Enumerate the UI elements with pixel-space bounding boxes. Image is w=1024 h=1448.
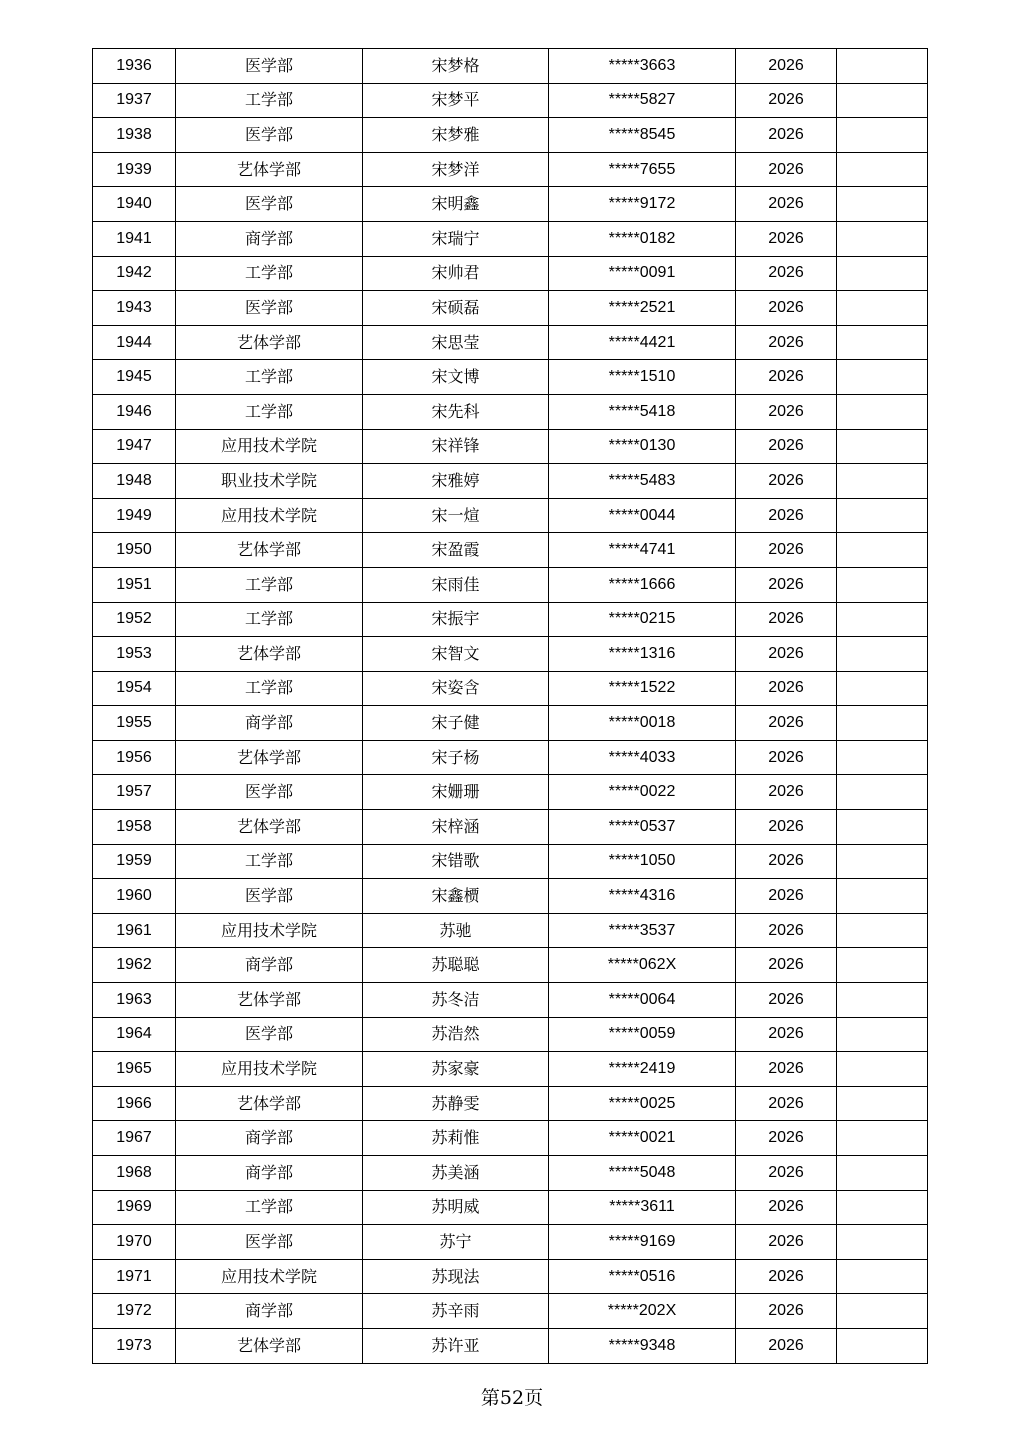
student-name-cell: 苏浩然 <box>363 1017 549 1052</box>
row-number: 1945 <box>93 360 176 395</box>
year-cell: 2026 <box>736 1052 837 1087</box>
year-cell: 2026 <box>736 1017 837 1052</box>
student-name-cell: 苏家豪 <box>363 1052 549 1087</box>
masked-id-cell: *****062X <box>549 948 736 983</box>
masked-id-cell: *****0025 <box>549 1086 736 1121</box>
student-name-cell: 宋瑞宁 <box>363 221 549 256</box>
year-cell: 2026 <box>736 1328 837 1363</box>
masked-id-cell: *****1510 <box>549 360 736 395</box>
department-cell: 工学部 <box>176 1190 363 1225</box>
masked-id-cell: *****202X <box>549 1294 736 1329</box>
row-number: 1972 <box>93 1294 176 1329</box>
student-name-cell: 苏现法 <box>363 1259 549 1294</box>
table-row <box>93 637 928 672</box>
masked-id-cell: *****0044 <box>549 498 736 533</box>
masked-id-cell: *****3611 <box>549 1190 736 1225</box>
year-cell: 2026 <box>736 360 837 395</box>
year-cell: 2026 <box>736 879 837 914</box>
department-cell: 应用技术学院 <box>176 913 363 948</box>
row-number: 1943 <box>93 291 176 326</box>
masked-id-cell: *****0516 <box>549 1259 736 1294</box>
row-number: 1973 <box>93 1328 176 1363</box>
table-row <box>93 810 928 845</box>
table-row <box>93 1190 928 1225</box>
remark-cell <box>837 83 928 118</box>
student-name-cell: 宋智文 <box>363 637 549 672</box>
remark-cell <box>837 49 928 84</box>
table-row <box>93 913 928 948</box>
remark-cell <box>837 533 928 568</box>
department-cell: 艺体学部 <box>176 1328 363 1363</box>
department-cell: 应用技术学院 <box>176 1259 363 1294</box>
year-cell: 2026 <box>736 844 837 879</box>
remark-cell <box>837 879 928 914</box>
department-cell: 医学部 <box>176 1017 363 1052</box>
department-cell: 医学部 <box>176 775 363 810</box>
row-number: 1956 <box>93 740 176 775</box>
remark-cell <box>837 1294 928 1329</box>
table-row <box>93 429 928 464</box>
student-name-cell: 宋梦洋 <box>363 152 549 187</box>
year-cell: 2026 <box>736 948 837 983</box>
department-cell: 艺体学部 <box>176 637 363 672</box>
row-number: 1971 <box>93 1259 176 1294</box>
year-cell: 2026 <box>736 187 837 222</box>
row-number: 1938 <box>93 118 176 153</box>
student-name-cell: 宋姗珊 <box>363 775 549 810</box>
remark-cell <box>837 256 928 291</box>
table-row <box>93 879 928 914</box>
table-row <box>93 49 928 84</box>
masked-id-cell: *****5048 <box>549 1156 736 1191</box>
table-row <box>93 567 928 602</box>
year-cell: 2026 <box>736 221 837 256</box>
year-cell: 2026 <box>736 118 837 153</box>
remark-cell <box>837 118 928 153</box>
department-cell: 艺体学部 <box>176 152 363 187</box>
masked-id-cell: *****4421 <box>549 325 736 360</box>
student-name-cell: 宋先科 <box>363 394 549 429</box>
department-cell: 工学部 <box>176 844 363 879</box>
student-name-cell: 宋子健 <box>363 706 549 741</box>
department-cell: 艺体学部 <box>176 983 363 1018</box>
table-row <box>93 1052 928 1087</box>
remark-cell <box>837 221 928 256</box>
department-cell: 医学部 <box>176 1225 363 1260</box>
row-number: 1949 <box>93 498 176 533</box>
department-cell: 艺体学部 <box>176 740 363 775</box>
remark-cell <box>837 1086 928 1121</box>
student-name-cell: 宋帅君 <box>363 256 549 291</box>
table-row <box>93 83 928 118</box>
student-name-cell: 宋硕磊 <box>363 291 549 326</box>
remark-cell <box>837 1225 928 1260</box>
remark-cell <box>837 983 928 1018</box>
remark-cell <box>837 810 928 845</box>
year-cell: 2026 <box>736 810 837 845</box>
row-number: 1942 <box>93 256 176 291</box>
remark-cell <box>837 187 928 222</box>
student-name-cell: 宋梓涵 <box>363 810 549 845</box>
remark-cell <box>837 325 928 360</box>
masked-id-cell: *****5827 <box>549 83 736 118</box>
masked-id-cell: *****0021 <box>549 1121 736 1156</box>
masked-id-cell: *****0215 <box>549 602 736 637</box>
masked-id-cell: *****4033 <box>549 740 736 775</box>
year-cell: 2026 <box>736 533 837 568</box>
masked-id-cell: *****0182 <box>549 221 736 256</box>
remark-cell <box>837 394 928 429</box>
table-row <box>93 291 928 326</box>
remark-cell <box>837 775 928 810</box>
row-number: 1950 <box>93 533 176 568</box>
table-row <box>93 187 928 222</box>
department-cell: 工学部 <box>176 256 363 291</box>
department-cell: 应用技术学院 <box>176 1052 363 1087</box>
masked-id-cell: *****9169 <box>549 1225 736 1260</box>
table-row <box>93 1156 928 1191</box>
masked-id-cell: *****7655 <box>549 152 736 187</box>
department-cell: 艺体学部 <box>176 810 363 845</box>
table-row <box>93 325 928 360</box>
masked-id-cell: *****0064 <box>549 983 736 1018</box>
remark-cell <box>837 706 928 741</box>
roster-body <box>93 49 928 1364</box>
department-cell: 应用技术学院 <box>176 429 363 464</box>
department-cell: 商学部 <box>176 1156 363 1191</box>
remark-cell <box>837 602 928 637</box>
department-cell: 商学部 <box>176 706 363 741</box>
masked-id-cell: *****0537 <box>549 810 736 845</box>
table-row <box>93 1328 928 1363</box>
row-number: 1966 <box>93 1086 176 1121</box>
masked-id-cell: *****1666 <box>549 567 736 602</box>
student-name-cell: 宋梦雅 <box>363 118 549 153</box>
department-cell: 医学部 <box>176 879 363 914</box>
department-cell: 工学部 <box>176 567 363 602</box>
row-number: 1957 <box>93 775 176 810</box>
table-row <box>93 256 928 291</box>
student-name-cell: 宋一煊 <box>363 498 549 533</box>
table-row <box>93 1017 928 1052</box>
remark-cell <box>837 637 928 672</box>
masked-id-cell: *****2419 <box>549 1052 736 1087</box>
remark-cell <box>837 464 928 499</box>
department-cell: 医学部 <box>176 187 363 222</box>
row-number: 1944 <box>93 325 176 360</box>
year-cell: 2026 <box>736 1294 837 1329</box>
table-row <box>93 948 928 983</box>
year-cell: 2026 <box>736 775 837 810</box>
masked-id-cell: *****9172 <box>549 187 736 222</box>
row-number: 1947 <box>93 429 176 464</box>
department-cell: 商学部 <box>176 948 363 983</box>
department-cell: 工学部 <box>176 602 363 637</box>
year-cell: 2026 <box>736 1121 837 1156</box>
row-number: 1940 <box>93 187 176 222</box>
remark-cell <box>837 740 928 775</box>
table-row <box>93 1121 928 1156</box>
masked-id-cell: *****0022 <box>549 775 736 810</box>
remark-cell <box>837 429 928 464</box>
year-cell: 2026 <box>736 1259 837 1294</box>
remark-cell <box>837 152 928 187</box>
table-row <box>93 394 928 429</box>
student-name-cell: 宋文博 <box>363 360 549 395</box>
department-cell: 医学部 <box>176 291 363 326</box>
table-row <box>93 1225 928 1260</box>
department-cell: 医学部 <box>176 118 363 153</box>
remark-cell <box>837 1121 928 1156</box>
row-number: 1962 <box>93 948 176 983</box>
masked-id-cell: *****0059 <box>549 1017 736 1052</box>
student-name-cell: 宋思莹 <box>363 325 549 360</box>
department-cell: 艺体学部 <box>176 325 363 360</box>
department-cell: 工学部 <box>176 394 363 429</box>
row-number: 1961 <box>93 913 176 948</box>
row-number: 1939 <box>93 152 176 187</box>
year-cell: 2026 <box>736 671 837 706</box>
remark-cell <box>837 1156 928 1191</box>
student-name-cell: 宋子杨 <box>363 740 549 775</box>
department-cell: 艺体学部 <box>176 1086 363 1121</box>
table-row <box>93 844 928 879</box>
department-cell: 商学部 <box>176 1121 363 1156</box>
year-cell: 2026 <box>736 325 837 360</box>
row-number: 1967 <box>93 1121 176 1156</box>
row-number: 1937 <box>93 83 176 118</box>
year-cell: 2026 <box>736 1225 837 1260</box>
student-name-cell: 宋姿含 <box>363 671 549 706</box>
masked-id-cell: *****9348 <box>549 1328 736 1363</box>
masked-id-cell: *****5418 <box>549 394 736 429</box>
student-name-cell: 苏辛雨 <box>363 1294 549 1329</box>
row-number: 1969 <box>93 1190 176 1225</box>
row-number: 1936 <box>93 49 176 84</box>
student-name-cell: 苏宁 <box>363 1225 549 1260</box>
year-cell: 2026 <box>736 1190 837 1225</box>
remark-cell <box>837 1259 928 1294</box>
masked-id-cell: *****0018 <box>549 706 736 741</box>
remark-cell <box>837 948 928 983</box>
row-number: 1963 <box>93 983 176 1018</box>
student-name-cell: 苏静雯 <box>363 1086 549 1121</box>
masked-id-cell: *****1050 <box>549 844 736 879</box>
row-number: 1948 <box>93 464 176 499</box>
masked-id-cell: *****5483 <box>549 464 736 499</box>
masked-id-cell: *****2521 <box>549 291 736 326</box>
year-cell: 2026 <box>736 291 837 326</box>
table-row <box>93 221 928 256</box>
department-cell: 商学部 <box>176 1294 363 1329</box>
student-name-cell: 宋盈霞 <box>363 533 549 568</box>
department-cell: 医学部 <box>176 49 363 84</box>
year-cell: 2026 <box>736 1086 837 1121</box>
department-cell: 应用技术学院 <box>176 498 363 533</box>
row-number: 1959 <box>93 844 176 879</box>
year-cell: 2026 <box>736 498 837 533</box>
student-name-cell: 宋梦格 <box>363 49 549 84</box>
student-name-cell: 宋祥锋 <box>363 429 549 464</box>
row-number: 1953 <box>93 637 176 672</box>
row-number: 1952 <box>93 602 176 637</box>
table-row <box>93 118 928 153</box>
year-cell: 2026 <box>736 49 837 84</box>
student-name-cell: 宋梦平 <box>363 83 549 118</box>
student-name-cell: 苏美涵 <box>363 1156 549 1191</box>
year-cell: 2026 <box>736 567 837 602</box>
row-number: 1951 <box>93 567 176 602</box>
row-number: 1958 <box>93 810 176 845</box>
remark-cell <box>837 1017 928 1052</box>
table-row <box>93 360 928 395</box>
student-name-cell: 苏驰 <box>363 913 549 948</box>
row-number: 1954 <box>93 671 176 706</box>
student-name-cell: 苏冬洁 <box>363 983 549 1018</box>
student-name-cell: 苏许亚 <box>363 1328 549 1363</box>
year-cell: 2026 <box>736 740 837 775</box>
year-cell: 2026 <box>736 913 837 948</box>
department-cell: 艺体学部 <box>176 533 363 568</box>
row-number: 1960 <box>93 879 176 914</box>
masked-id-cell: *****1522 <box>549 671 736 706</box>
table-row <box>93 152 928 187</box>
remark-cell <box>837 913 928 948</box>
masked-id-cell: *****8545 <box>549 118 736 153</box>
year-cell: 2026 <box>736 1156 837 1191</box>
year-cell: 2026 <box>736 637 837 672</box>
department-cell: 工学部 <box>176 360 363 395</box>
remark-cell <box>837 844 928 879</box>
remark-cell <box>837 360 928 395</box>
year-cell: 2026 <box>736 429 837 464</box>
row-number: 1970 <box>93 1225 176 1260</box>
student-name-cell: 宋错歌 <box>363 844 549 879</box>
year-cell: 2026 <box>736 256 837 291</box>
table-row <box>93 671 928 706</box>
masked-id-cell: *****4316 <box>549 879 736 914</box>
row-number: 1968 <box>93 1156 176 1191</box>
student-name-cell: 苏莉惟 <box>363 1121 549 1156</box>
student-name-cell: 苏聪聪 <box>363 948 549 983</box>
row-number: 1946 <box>93 394 176 429</box>
table-row <box>93 706 928 741</box>
page-number: 第52页 <box>480 1387 544 1409</box>
masked-id-cell: *****3663 <box>549 49 736 84</box>
student-name-cell: 宋鑫槚 <box>363 879 549 914</box>
department-cell: 工学部 <box>176 671 363 706</box>
year-cell: 2026 <box>736 83 837 118</box>
table-row <box>93 533 928 568</box>
year-cell: 2026 <box>736 983 837 1018</box>
table-row <box>93 464 928 499</box>
year-cell: 2026 <box>736 602 837 637</box>
remark-cell <box>837 567 928 602</box>
remark-cell <box>837 1052 928 1087</box>
remark-cell <box>837 291 928 326</box>
department-cell: 商学部 <box>176 221 363 256</box>
table-row <box>93 498 928 533</box>
student-name-cell: 宋雅婷 <box>363 464 549 499</box>
masked-id-cell: *****0091 <box>549 256 736 291</box>
year-cell: 2026 <box>736 394 837 429</box>
row-number: 1965 <box>93 1052 176 1087</box>
year-cell: 2026 <box>736 706 837 741</box>
table-row <box>93 1259 928 1294</box>
table-row <box>93 1294 928 1329</box>
table-row <box>93 775 928 810</box>
year-cell: 2026 <box>736 464 837 499</box>
roster-table <box>92 48 928 1364</box>
student-name-cell: 苏明威 <box>363 1190 549 1225</box>
student-name-cell: 宋明鑫 <box>363 187 549 222</box>
remark-cell <box>837 671 928 706</box>
remark-cell <box>837 498 928 533</box>
year-cell: 2026 <box>736 152 837 187</box>
table-row <box>93 602 928 637</box>
row-number: 1941 <box>93 221 176 256</box>
row-number: 1964 <box>93 1017 176 1052</box>
row-number: 1955 <box>93 706 176 741</box>
masked-id-cell: *****3537 <box>549 913 736 948</box>
masked-id-cell: *****4741 <box>549 533 736 568</box>
department-cell: 职业技术学院 <box>176 464 363 499</box>
remark-cell <box>837 1328 928 1363</box>
masked-id-cell: *****1316 <box>549 637 736 672</box>
remark-cell <box>837 1190 928 1225</box>
student-name-cell: 宋振宇 <box>363 602 549 637</box>
table-row <box>93 1086 928 1121</box>
table-row <box>93 983 928 1018</box>
masked-id-cell: *****0130 <box>549 429 736 464</box>
table-row <box>93 740 928 775</box>
student-name-cell: 宋雨佳 <box>363 567 549 602</box>
department-cell: 工学部 <box>176 83 363 118</box>
